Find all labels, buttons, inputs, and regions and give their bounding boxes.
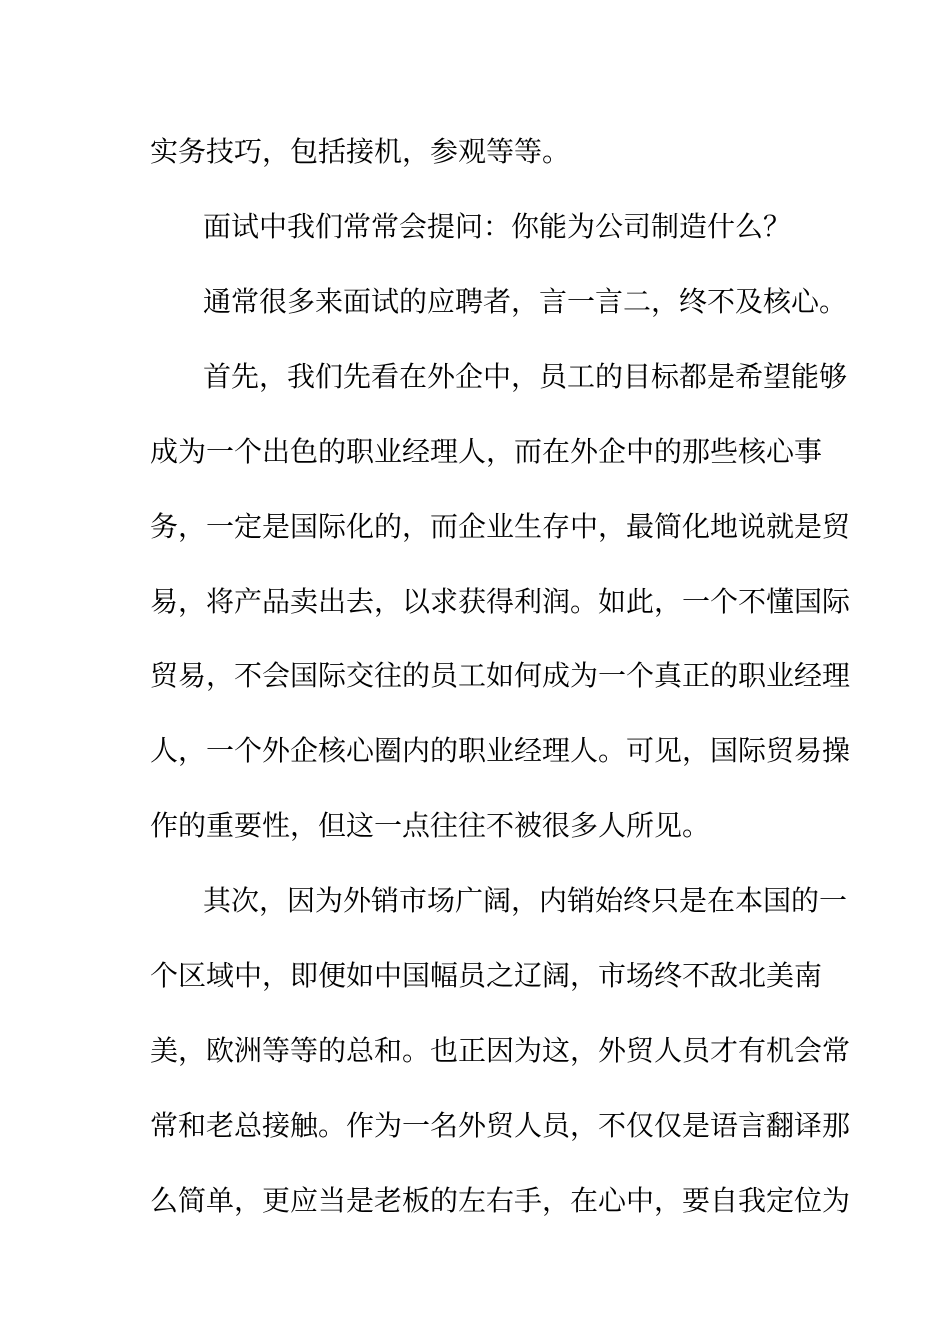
text-line: 成为一个出色的职业经理人，而在外企中的那些核心事: [150, 435, 823, 468]
text-line: 么简单，更应当是老板的左右手，在心中，要自我定位为: [150, 1184, 851, 1217]
text-line: 常和老总接触。作为一名外贸人员，不仅仅是语言翻译那: [150, 1109, 851, 1142]
text-line: 作的重要性，但这一点往往不被很多人所见。: [150, 809, 711, 842]
text-line: 首先，我们先看在外企中，员工的目标都是希望能够: [203, 360, 848, 393]
text-line: 美，欧洲等等的总和。也正因为这，外贸人员才有机会常: [150, 1034, 851, 1067]
text-line: 面试中我们常常会提问：你能为公司制造什么？: [203, 210, 792, 243]
text-line: 实务技巧，包括接机，参观等等。: [150, 135, 571, 168]
text-line: 通常很多来面试的应聘者，言一言二，终不及核心。: [203, 285, 848, 318]
text-line: 务，一定是国际化的，而企业生存中，最简化地说就是贸: [150, 510, 851, 543]
text-line: 个区域中，即便如中国幅员之辽阔，市场终不敌北美南: [150, 959, 823, 992]
text-line: 易，将产品卖出去，以求获得利润。如此，一个不懂国际: [150, 585, 851, 618]
text-line: 其次，因为外销市场广阔，内销始终只是在本国的一: [203, 884, 848, 917]
text-line: 人，一个外企核心圈内的职业经理人。可见，国际贸易操: [150, 734, 851, 767]
text-line: 贸易，不会国际交往的员工如何成为一个真正的职业经理: [150, 659, 851, 692]
